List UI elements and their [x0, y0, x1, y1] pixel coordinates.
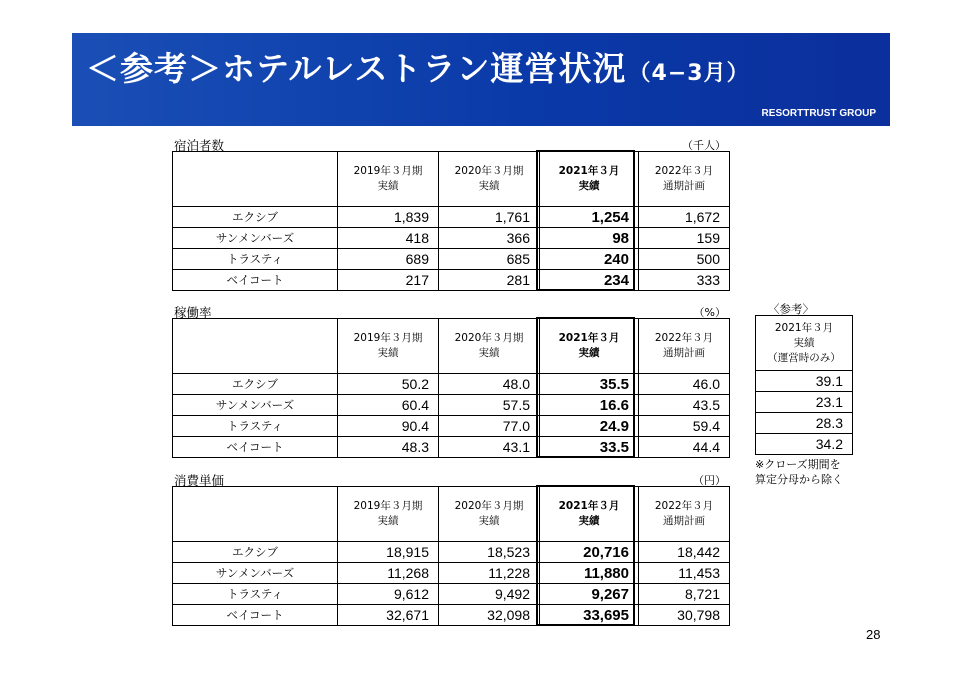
table-row — [173, 207, 730, 228]
section-unit: （%） — [693, 306, 726, 319]
group-name: RESORTTRUST GROUP — [761, 108, 876, 119]
reference-note: ※クローズ期間を 算定分母から除く — [755, 458, 843, 486]
reference-value: 34.2 — [756, 434, 853, 455]
column-header: 2019年３月期 実績 — [338, 487, 439, 542]
section-unit: （円） — [693, 474, 726, 487]
table-row — [173, 563, 730, 584]
header-corner — [173, 152, 338, 207]
table-cell: 9,492 — [439, 584, 540, 605]
table-cell: 24.9 — [540, 416, 639, 437]
row-label: サンメンバーズ — [173, 395, 338, 416]
table-row — [173, 437, 730, 458]
row-label: ベイコート — [173, 605, 338, 626]
table-cell: 90.4 — [338, 416, 439, 437]
table-cell: 32,671 — [338, 605, 439, 626]
reference-value: 39.1 — [756, 371, 853, 392]
table-cell: 44.4 — [639, 437, 730, 458]
header-corner — [173, 487, 338, 542]
table-cell: 18,915 — [338, 542, 439, 563]
row-label: エクシブ — [173, 542, 338, 563]
table-cell: 98 — [540, 228, 639, 249]
header-corner — [173, 319, 338, 374]
table-cell: 159 — [639, 228, 730, 249]
table-cell: 333 — [639, 270, 730, 291]
table-cell: 33.5 — [540, 437, 639, 458]
row-label: サンメンバーズ — [173, 563, 338, 584]
table-cell: 77.0 — [439, 416, 540, 437]
table-cell: 11,268 — [338, 563, 439, 584]
table-cell: 48.3 — [338, 437, 439, 458]
table-cell: 366 — [439, 228, 540, 249]
row-label: トラスティ — [173, 249, 338, 270]
data-table — [172, 151, 730, 291]
table-cell: 685 — [439, 249, 540, 270]
column-header: 2020年３月期 実績 — [439, 152, 540, 207]
table-cell: 43.1 — [439, 437, 540, 458]
row-label: トラスティ — [173, 584, 338, 605]
table-cell: 60.4 — [338, 395, 439, 416]
table-row — [173, 584, 730, 605]
reference-value: 23.1 — [756, 392, 853, 413]
table-cell: 9,612 — [338, 584, 439, 605]
row-label: トラスティ — [173, 416, 338, 437]
table-cell: 50.2 — [338, 374, 439, 395]
table-cell: 32,098 — [439, 605, 540, 626]
table-row — [173, 542, 730, 563]
column-header: 2021年３月 実績 — [540, 487, 639, 542]
table-row — [173, 416, 730, 437]
table-cell: 281 — [439, 270, 540, 291]
table-cell: 16.6 — [540, 395, 639, 416]
column-header: 2022年３月 通期計画 — [639, 152, 730, 207]
row-label: ベイコート — [173, 437, 338, 458]
table-cell: 1,254 — [540, 207, 639, 228]
table-cell: 59.4 — [639, 416, 730, 437]
table-cell: 20,716 — [540, 542, 639, 563]
table-cell: 1,839 — [338, 207, 439, 228]
column-header: 2022年３月 通期計画 — [639, 487, 730, 542]
column-header: 2022年３月 通期計画 — [639, 319, 730, 374]
table-cell: 18,442 — [639, 542, 730, 563]
table-cell: 8,721 — [639, 584, 730, 605]
table-cell: 57.5 — [439, 395, 540, 416]
table-cell: 18,523 — [439, 542, 540, 563]
table-cell: 234 — [540, 270, 639, 291]
section-title: 宿泊者数 — [174, 138, 225, 153]
reference-header: 2021年３月 実績 （運営時のみ） — [756, 316, 853, 371]
table-cell: 11,453 — [639, 563, 730, 584]
section-title: 消費単価 — [174, 473, 225, 488]
table-cell: 33,695 — [540, 605, 639, 626]
data-table — [172, 486, 730, 626]
row-label: エクシブ — [173, 374, 338, 395]
row-label: エクシブ — [173, 207, 338, 228]
table-cell: 46.0 — [639, 374, 730, 395]
table-cell: 43.5 — [639, 395, 730, 416]
table-cell: 500 — [639, 249, 730, 270]
table-row — [173, 249, 730, 270]
table-row — [173, 605, 730, 626]
table-cell: 418 — [338, 228, 439, 249]
reference-value: 28.3 — [756, 413, 853, 434]
column-header: 2020年３月期 実績 — [439, 319, 540, 374]
table-cell: 11,880 — [540, 563, 639, 584]
page-title: ＜参考＞ホテルレストラン運営状況（4−3月） — [86, 49, 750, 88]
section-unit: （千人） — [682, 139, 726, 152]
section-title: 稼働率 — [174, 305, 212, 320]
row-label: サンメンバーズ — [173, 228, 338, 249]
table-cell: 689 — [338, 249, 439, 270]
table-cell: 240 — [540, 249, 639, 270]
row-label: ベイコート — [173, 270, 338, 291]
table-row — [173, 395, 730, 416]
column-header: 2021年３月 実績 — [540, 319, 639, 374]
table-cell: 48.0 — [439, 374, 540, 395]
table-row — [173, 228, 730, 249]
page-title-period: （4−3月） — [628, 61, 750, 86]
table-cell: 217 — [338, 270, 439, 291]
data-table — [172, 318, 730, 458]
column-header: 2019年３月期 実績 — [338, 152, 439, 207]
reference-table — [755, 315, 853, 455]
table-cell: 30,798 — [639, 605, 730, 626]
table-cell: 1,672 — [639, 207, 730, 228]
column-header: 2021年３月 実績 — [540, 152, 639, 207]
column-header: 2020年３月期 実績 — [439, 487, 540, 542]
table-cell: 11,228 — [439, 563, 540, 584]
table-row — [173, 374, 730, 395]
page-number: 28 — [866, 627, 881, 642]
table-row — [173, 270, 730, 291]
reference-title: 〈参考〉 — [768, 302, 814, 316]
table-cell: 35.5 — [540, 374, 639, 395]
table-cell: 1,761 — [439, 207, 540, 228]
table-cell: 9,267 — [540, 584, 639, 605]
column-header: 2019年３月期 実績 — [338, 319, 439, 374]
